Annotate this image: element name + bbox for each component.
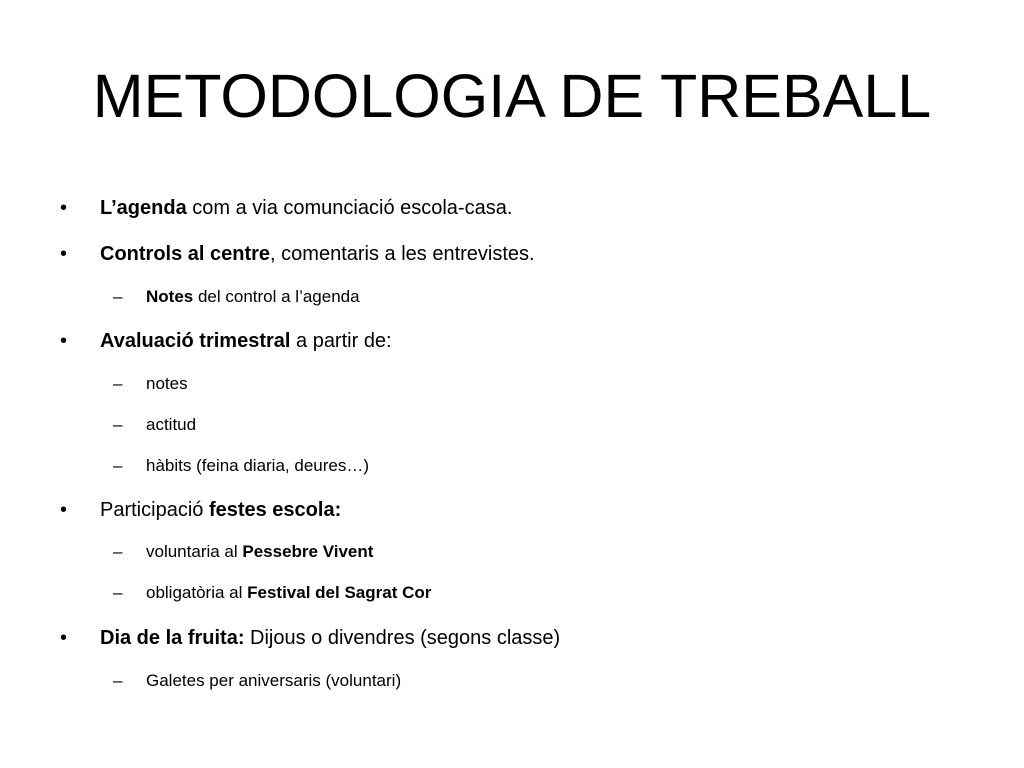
sub-text: hàbits (feina diaria, deures…)	[146, 456, 370, 475]
bullet-icon: •	[60, 627, 68, 649]
sub-text: Galetes per aniversaris (voluntari)	[146, 671, 402, 690]
bullet-icon: •	[60, 499, 68, 521]
bullet-item-fruita	[60, 626, 561, 650]
bullet-text: com a via comunciació escola-casa.	[186, 197, 513, 219]
dash-icon: –	[113, 671, 123, 690]
sub-item-festival	[113, 582, 432, 604]
slide-title: METODOLOGIA DE TREBALL	[92, 62, 932, 130]
sub-item-notes	[113, 373, 188, 395]
dash-icon: –	[113, 374, 123, 393]
sub-text: notes	[146, 374, 188, 393]
bullet-item-avaluacio	[60, 329, 392, 353]
bullet-text: , comentaris a les entrevistes.	[270, 243, 535, 265]
dash-icon: –	[113, 583, 123, 602]
bullet-item-participacio	[60, 498, 342, 522]
dash-icon: –	[113, 542, 123, 561]
bullet-bold-text: Avaluació trimestral	[100, 330, 291, 352]
bullet-bold-text: festes escola:	[208, 499, 342, 521]
dash-icon: –	[113, 415, 123, 434]
sub-item-pessebre	[113, 541, 374, 563]
bullet-icon: •	[60, 330, 68, 352]
bullet-icon: •	[60, 197, 68, 219]
bullet-text: Participació	[100, 499, 209, 521]
bullet-item-agenda	[60, 196, 513, 220]
sub-bold-text: Notes	[146, 287, 194, 306]
sub-item-notes-control	[113, 286, 360, 308]
bullet-bold-text: Dia de la fruita:	[100, 627, 245, 649]
sub-item-actitud	[113, 414, 197, 436]
sub-bold-text: Festival del Sagrat Cor	[247, 583, 432, 602]
bullet-text: a partir de:	[290, 330, 392, 352]
sub-text: obligatòria al	[146, 583, 248, 602]
sub-item-habits	[113, 455, 370, 477]
dash-icon: –	[113, 287, 123, 306]
sub-bold-text: Pessebre Vivent	[242, 542, 374, 561]
sub-text: voluntaria al	[146, 542, 243, 561]
sub-text: actitud	[146, 415, 197, 434]
bullet-bold-text: Controls al centre	[100, 243, 271, 265]
dash-icon: –	[113, 456, 123, 475]
bullet-icon: •	[60, 243, 68, 265]
sub-item-galetes	[113, 670, 402, 692]
sub-text: del control a l’agenda	[193, 287, 360, 306]
bullet-bold-text: L’agenda	[100, 197, 187, 219]
bullet-text: Dijous o divendres (segons classe)	[244, 627, 561, 649]
bullet-item-controls	[60, 242, 535, 266]
